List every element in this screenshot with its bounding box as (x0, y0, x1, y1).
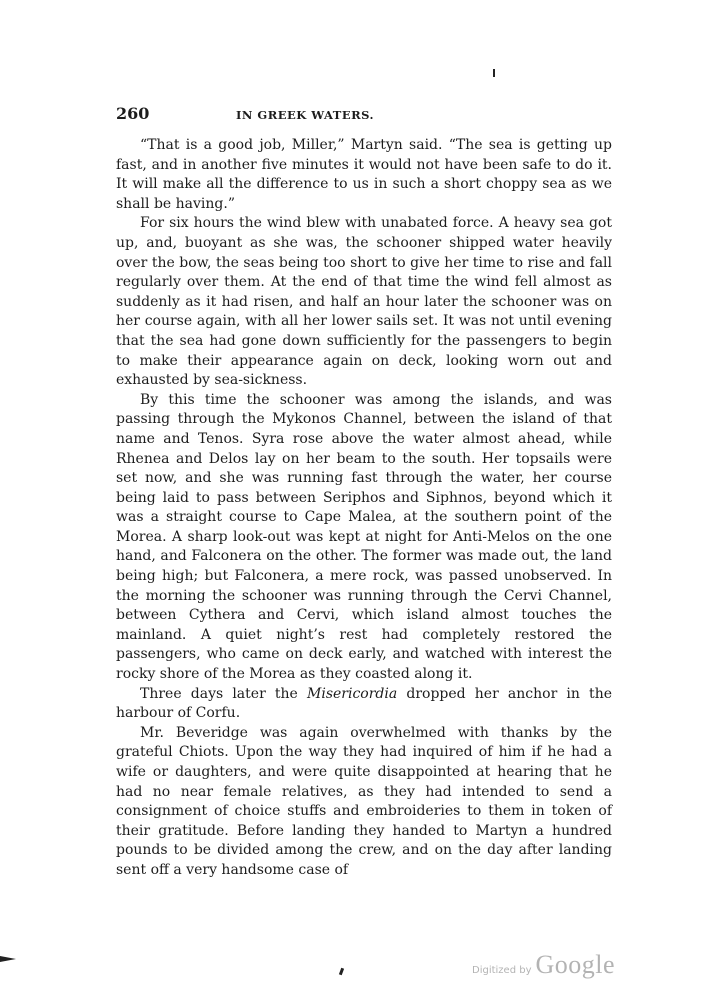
paragraph (116, 685, 612, 724)
paragraph: Mr. Beveridge was again overwhelmed with thanks by the grateful Chiots. Upon the way they had inquired of him if he had a wife or daughters, and were quite disappointed at hearing that he had no near female relatives, as they had intended to send a consignment of choice stuffs and embroideries to them in token of their gratitude. Before landing they handed to Martyn a hundred pounds to be divided among the crew, and on the day after landing sent off a very handsome case of (116, 724, 612, 878)
bottom-tick-mark (339, 968, 344, 976)
paragraph: By this time the schooner was among the islands, and was passing through the Mykonos Channel, between the island of that name and Tenos. Syra rose above the water almost ahead, while Rhenea and Delos lay on her beam to the south. Her topsails were set now, and she was running fast through the water, her course being laid to pass between Seriphos and Siphnos, beyond which it was a straight course to Cape Malea, at the southern point of the Morea. A sharp look-out was kept at night for Anti-Melos on the one hand, and Falconera on the other. The former was made out, the land being high; but Falconera, a mere rock, was passed unobserved. In the morning the schooner was running through the Cervi Channel, between Cythera and Cervi, which island almost touches the mainland. A quiet night’s rest had completely restored the passengers, who came on deck early, and watched with interest the rocky shore of the Morea as they coasted along it. (116, 391, 612, 683)
running-head: IN GREEK WATERS. (236, 108, 375, 122)
book-page (116, 104, 612, 881)
paragraph: For six hours the wind blew with unabated force. A heavy sea got up, and, buoyant as she was, the schooner shipped water heavily over the bow, the seas being too short to give her time to rise and fall regularly over them. At the end of that time the wind fell almost as suddenly as it had risen, and half an hour later the schooner was on her course again, with all her lower sails set. It was not until evening that the sea had gone down sufficiently for the passengers to begin to make their appearance again on deck, looking worn out and exhausted by sea-sickness. (116, 215, 612, 389)
digitized-watermark (472, 950, 615, 980)
body-text (116, 136, 612, 881)
watermark-prefix: Digitized by (472, 965, 532, 976)
ship-name: Misericordia (307, 685, 398, 702)
google-logo: Google (535, 950, 616, 979)
page-header (116, 104, 612, 126)
margin-tick-mark (493, 69, 495, 77)
paragraph-text: dropped her anchor in the harbour of Corfu. (116, 685, 612, 722)
paragraph: “That is a good job, Miller,” Martyn said. “The sea is getting up fast, and in another five minutes it would not have been safe to do it. It will make all the difference to us in such a short choppy sea as we shall be having.” (116, 137, 612, 212)
page-number: 260 (116, 104, 150, 123)
margin-arrow-mark (0, 956, 16, 962)
paragraph-text: Three days later the (140, 685, 307, 702)
